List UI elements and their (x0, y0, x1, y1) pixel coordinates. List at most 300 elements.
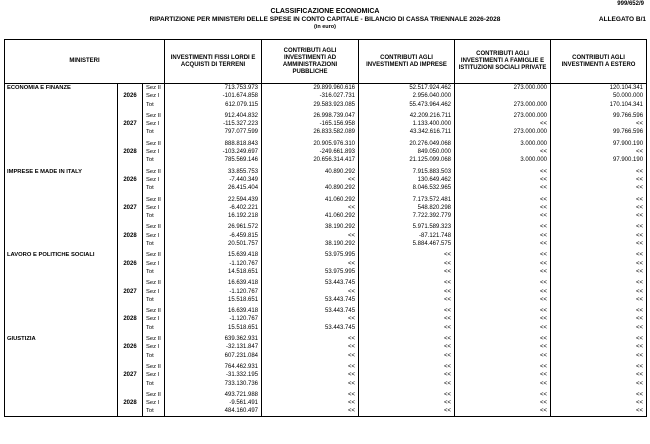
section-label: Sez II (143, 84, 165, 93)
table-row (5, 288, 647, 296)
value-cell: << (551, 176, 647, 184)
value-cell: 733.130.736 (165, 380, 262, 388)
value-cell: << (262, 407, 359, 416)
value-cell: << (551, 288, 647, 296)
section-label: Sez I (143, 371, 165, 379)
value-cell: 26.415.404 (165, 184, 262, 192)
value-cell: << (455, 307, 551, 315)
value-cell: 888.818.843 (165, 140, 262, 148)
value-cell: << (455, 176, 551, 184)
year-spacer (118, 279, 143, 287)
value-cell: 8.046.532.965 (359, 184, 455, 192)
value-cell: << (551, 212, 647, 220)
value-cell: << (455, 148, 551, 156)
value-cell: 40.890.292 (262, 168, 359, 176)
value-cell: 3.000.000 (455, 140, 551, 148)
value-cell: << (359, 279, 455, 287)
table-row (5, 156, 647, 164)
value-cell: << (551, 196, 647, 204)
table-row (5, 212, 647, 220)
year-label: 2028 (118, 399, 143, 407)
value-cell: 7.173.572.481 (359, 196, 455, 204)
value-cell: 612.079.115 (165, 101, 262, 109)
ministry-name-spacer (5, 324, 118, 332)
ministry-name-spacer (5, 120, 118, 128)
value-cell: << (551, 232, 647, 240)
value-cell: 273.000.000 (455, 84, 551, 93)
value-cell: 21.125.099.068 (359, 156, 455, 164)
year-label: 2028 (118, 315, 143, 323)
value-cell: << (551, 268, 647, 276)
value-cell: << (551, 307, 647, 315)
year-spacer (118, 168, 143, 176)
year-label: 2027 (118, 371, 143, 379)
year-spacer (118, 112, 143, 120)
unit-note: (in euro) (314, 24, 336, 30)
value-cell: 53.443.745 (262, 279, 359, 287)
ministry-name-spacer (5, 307, 118, 315)
value-cell: << (359, 335, 455, 343)
year-spacer (118, 251, 143, 259)
value-cell: << (455, 232, 551, 240)
table-row (5, 324, 647, 332)
year-label: 2027 (118, 204, 143, 212)
value-cell: << (455, 407, 551, 416)
column-header-contributi-famiglie: CONTRIBUTI AGLI INVESTIMENTI A FAMIGLIE E ISTITUZIONI SOCIALI PRIVATE (455, 40, 551, 84)
value-cell: << (455, 352, 551, 360)
value-cell: << (551, 324, 647, 332)
value-cell: -32.131.847 (165, 343, 262, 351)
value-cell: 713.753.973 (165, 84, 262, 93)
value-cell: -103.249.697 (165, 148, 262, 156)
value-cell: << (455, 204, 551, 212)
value-cell: << (551, 371, 647, 379)
value-cell: << (455, 223, 551, 231)
table-row (5, 92, 647, 100)
table-row (5, 101, 647, 109)
ministry-name-spacer (5, 176, 118, 184)
value-cell: 53.975.995 (262, 268, 359, 276)
year-label: 2027 (118, 120, 143, 128)
value-cell: << (262, 380, 359, 388)
value-cell: -249.661.893 (262, 148, 359, 156)
ministry-name: IMPRESE E MADE IN ITALY (5, 168, 118, 176)
section-label: Tot (143, 324, 165, 332)
value-cell: << (455, 260, 551, 268)
value-cell: 97.900.190 (551, 140, 647, 148)
year-spacer (118, 324, 143, 332)
table-row (5, 176, 647, 184)
ministry-name-spacer (5, 101, 118, 109)
section-label: Tot (143, 101, 165, 109)
document-subtitle: RIPARTIZIONE PER MINISTERI DELLE SPESE IN CONTO CAPITALE - BILANCIO DI CASSA TRIENNALE 2026-2028 (149, 16, 501, 23)
value-cell: << (455, 288, 551, 296)
value-cell: -9.561.491 (165, 399, 262, 407)
section-label: Sez II (143, 168, 165, 176)
value-cell: 97.900.190 (551, 156, 647, 164)
table-row (5, 112, 647, 120)
ministry-name-spacer (5, 92, 118, 100)
table-row (5, 371, 647, 379)
value-cell: << (359, 307, 455, 315)
value-cell: << (455, 363, 551, 371)
value-cell: 55.473.964.462 (359, 101, 455, 109)
year-label: 2026 (118, 343, 143, 351)
value-cell: << (359, 315, 455, 323)
value-cell: 273.000.000 (455, 112, 551, 120)
value-cell: 16.639.418 (165, 307, 262, 315)
value-cell: << (455, 196, 551, 204)
expenditure-table (4, 39, 647, 417)
value-cell: << (262, 232, 359, 240)
value-cell: << (359, 324, 455, 332)
value-cell: << (359, 363, 455, 371)
value-cell: 120.104.341 (551, 84, 647, 93)
table-row (5, 168, 647, 176)
value-cell: 14.518.651 (165, 268, 262, 276)
value-cell: << (455, 279, 551, 287)
value-cell: << (551, 168, 647, 176)
value-cell: << (262, 371, 359, 379)
table-row (5, 120, 647, 128)
section-label: Sez II (143, 391, 165, 399)
ministry-name-spacer (5, 196, 118, 204)
table-row (5, 307, 647, 315)
value-cell: -1.120.767 (165, 315, 262, 323)
value-cell: 2.956.040.000 (359, 92, 455, 100)
value-cell: << (551, 335, 647, 343)
ministry-name-spacer (5, 232, 118, 240)
value-cell: 849.050.000 (359, 148, 455, 156)
value-cell: 41.060.292 (262, 212, 359, 220)
section-label: Sez I (143, 315, 165, 323)
value-cell: 20.656.314.417 (262, 156, 359, 164)
value-cell: << (551, 223, 647, 231)
section-label: Sez I (143, 399, 165, 407)
value-cell: 764.462.931 (165, 363, 262, 371)
value-cell: << (551, 260, 647, 268)
table-row (5, 184, 647, 192)
value-cell: -165.156.958 (262, 120, 359, 128)
value-cell: 7.722.392.779 (359, 212, 455, 220)
table-row (5, 240, 647, 248)
section-label: Sez II (143, 251, 165, 259)
value-cell: << (262, 176, 359, 184)
document-title: CLASSIFICAZIONE ECONOMICA (270, 8, 380, 15)
value-cell: 99.766.596 (551, 112, 647, 120)
ministry-name-spacer (5, 184, 118, 192)
value-cell: << (262, 288, 359, 296)
ministry-name-spacer (5, 140, 118, 148)
ministry-name-spacer (5, 407, 118, 416)
value-cell: << (262, 260, 359, 268)
value-cell: 797.077.599 (165, 128, 262, 136)
table-row (5, 335, 647, 343)
value-cell: 41.060.292 (262, 196, 359, 204)
value-cell: 130.649.462 (359, 176, 455, 184)
value-cell: << (551, 279, 647, 287)
value-cell: -6.402.221 (165, 204, 262, 212)
table-row (5, 363, 647, 371)
value-cell: << (551, 363, 647, 371)
value-cell: << (262, 343, 359, 351)
document-reference-code: 999/652/9 (617, 1, 644, 7)
value-cell: -6.459.815 (165, 232, 262, 240)
year-spacer (118, 84, 143, 93)
value-cell: << (262, 399, 359, 407)
value-cell: << (551, 399, 647, 407)
value-cell: << (551, 380, 647, 388)
year-spacer (118, 223, 143, 231)
value-cell: << (455, 391, 551, 399)
ministry-name-spacer (5, 363, 118, 371)
value-cell: << (455, 251, 551, 259)
year-label: 2028 (118, 148, 143, 156)
section-label: Sez II (143, 196, 165, 204)
section-label: Tot (143, 380, 165, 388)
column-header-contributi-estero: CONTRIBUTI AGLI INVESTIMENTI A ESTERO (551, 40, 647, 84)
value-cell: << (455, 296, 551, 304)
table-row (5, 279, 647, 287)
value-cell: 50.000.000 (551, 92, 647, 100)
value-cell: 170.104.341 (551, 101, 647, 109)
ministry-name-spacer (5, 148, 118, 156)
table-row (5, 380, 647, 388)
table-row (5, 140, 647, 148)
value-cell: 16.639.418 (165, 279, 262, 287)
value-cell: << (455, 399, 551, 407)
column-header-contributi-pa: CONTRIBUTI AGLI INVESTIMENTI AD AMMINISTRAZIONI PUBBLICHE (262, 40, 359, 84)
value-cell: 548.820.298 (359, 204, 455, 212)
section-label: Sez I (143, 148, 165, 156)
year-label: 2026 (118, 176, 143, 184)
value-cell: -87.121.748 (359, 232, 455, 240)
section-label: Sez I (143, 288, 165, 296)
year-spacer (118, 128, 143, 136)
value-cell: 52.517.924.462 (359, 84, 455, 93)
value-cell: << (455, 168, 551, 176)
ministry-name-spacer (5, 156, 118, 164)
value-cell: << (359, 296, 455, 304)
ministry-name-spacer (5, 343, 118, 351)
value-cell: << (359, 391, 455, 399)
table-row (5, 296, 647, 304)
section-label: Sez II (143, 307, 165, 315)
year-spacer (118, 296, 143, 304)
value-cell: 1.133.400.000 (359, 120, 455, 128)
section-label: Tot (143, 128, 165, 136)
value-cell: 484.160.497 (165, 407, 262, 416)
table-row (5, 391, 647, 399)
value-cell: -115.327.223 (165, 120, 262, 128)
year-spacer (118, 268, 143, 276)
year-spacer (118, 156, 143, 164)
value-cell: 20.905.976.310 (262, 140, 359, 148)
value-cell: 33.855.753 (165, 168, 262, 176)
section-label: Tot (143, 407, 165, 416)
value-cell: << (551, 204, 647, 212)
value-cell: 785.569.146 (165, 156, 262, 164)
ministry-name-spacer (5, 371, 118, 379)
value-cell: << (551, 407, 647, 416)
value-cell: << (551, 315, 647, 323)
year-spacer (118, 212, 143, 220)
section-label: Sez II (143, 140, 165, 148)
column-header-ministeri: MINISTERI (5, 40, 165, 84)
ministry-name-spacer (5, 315, 118, 323)
section-label: Sez I (143, 176, 165, 184)
table-row (5, 196, 647, 204)
value-cell: << (262, 363, 359, 371)
section-label: Tot (143, 156, 165, 164)
ministry-name-spacer (5, 240, 118, 248)
value-cell: 26.998.739.047 (262, 112, 359, 120)
year-label: 2026 (118, 92, 143, 100)
value-cell: 38.190.292 (262, 240, 359, 248)
value-cell: 99.766.596 (551, 128, 647, 136)
value-cell: << (551, 296, 647, 304)
value-cell: 15.518.651 (165, 324, 262, 332)
value-cell: << (551, 391, 647, 399)
value-cell: 273.000.000 (455, 101, 551, 109)
year-spacer (118, 140, 143, 148)
section-label: Sez I (143, 232, 165, 240)
ministry-name-spacer (5, 268, 118, 276)
value-cell: << (359, 260, 455, 268)
ministry-name-spacer (5, 223, 118, 231)
value-cell: 53.443.745 (262, 296, 359, 304)
section-label: Sez I (143, 120, 165, 128)
table-row (5, 352, 647, 360)
value-cell: << (455, 315, 551, 323)
ministry-name-spacer (5, 212, 118, 220)
value-cell: << (359, 251, 455, 259)
table-row (5, 251, 647, 259)
section-label: Tot (143, 240, 165, 248)
table-row (5, 84, 647, 93)
value-cell: << (359, 268, 455, 276)
value-cell: -31.332.195 (165, 371, 262, 379)
ministry-name-spacer (5, 204, 118, 212)
ministry-name-spacer (5, 399, 118, 407)
value-cell: << (359, 407, 455, 416)
section-label: Tot (143, 352, 165, 360)
value-cell: 20.501.757 (165, 240, 262, 248)
table-header-row (5, 40, 647, 84)
year-label: 2027 (118, 288, 143, 296)
value-cell: << (359, 371, 455, 379)
value-cell: 5.884.467.575 (359, 240, 455, 248)
value-cell: << (455, 120, 551, 128)
section-label: Sez II (143, 112, 165, 120)
value-cell: 912.404.832 (165, 112, 262, 120)
value-cell: << (262, 335, 359, 343)
value-cell: -7.440.349 (165, 176, 262, 184)
section-label: Sez I (143, 92, 165, 100)
value-cell: -1.120.767 (165, 288, 262, 296)
table-row (5, 399, 647, 407)
value-cell: 5.971.589.323 (359, 223, 455, 231)
value-cell: << (455, 324, 551, 332)
value-cell: 29.899.960.616 (262, 84, 359, 93)
value-cell: << (359, 380, 455, 388)
value-cell: -1.120.767 (165, 260, 262, 268)
section-label: Tot (143, 296, 165, 304)
table-row (5, 128, 647, 136)
value-cell: 3.000.000 (455, 156, 551, 164)
value-cell: -101.674.858 (165, 92, 262, 100)
table-row (5, 204, 647, 212)
table-row (5, 407, 647, 416)
section-label: Sez I (143, 343, 165, 351)
value-cell: << (262, 204, 359, 212)
value-cell: << (455, 380, 551, 388)
year-label: 2028 (118, 232, 143, 240)
allegato-label: ALLEGATO B/1 (598, 16, 646, 23)
ministry-name-spacer (5, 128, 118, 136)
value-cell: << (551, 120, 647, 128)
value-cell: << (455, 371, 551, 379)
table-body (5, 84, 647, 417)
table-row (5, 343, 647, 351)
year-spacer (118, 391, 143, 399)
ministry-name-spacer (5, 260, 118, 268)
value-cell: 42.209.216.711 (359, 112, 455, 120)
section-label: Sez II (143, 279, 165, 287)
ministry-name-spacer (5, 296, 118, 304)
table-row (5, 232, 647, 240)
value-cell: 22.594.439 (165, 196, 262, 204)
value-cell: << (455, 184, 551, 192)
value-cell: 493.721.988 (165, 391, 262, 399)
value-cell: 38.190.292 (262, 223, 359, 231)
value-cell: 29.583.923.085 (262, 101, 359, 109)
value-cell: << (455, 268, 551, 276)
section-label: Tot (143, 212, 165, 220)
year-spacer (118, 335, 143, 343)
year-spacer (118, 184, 143, 192)
value-cell: << (262, 315, 359, 323)
ministry-name-spacer (5, 352, 118, 360)
value-cell: 53.443.745 (262, 324, 359, 332)
value-cell: 53.443.745 (262, 307, 359, 315)
ministry-name: GIUSTIZIA (5, 335, 118, 343)
ministry-name-spacer (5, 391, 118, 399)
value-cell: 26.961.572 (165, 223, 262, 231)
value-cell: -316.027.731 (262, 92, 359, 100)
value-cell: << (359, 343, 455, 351)
section-label: Tot (143, 268, 165, 276)
value-cell: << (551, 343, 647, 351)
year-spacer (118, 307, 143, 315)
value-cell: << (455, 240, 551, 248)
value-cell: << (551, 148, 647, 156)
value-cell: 16.192.218 (165, 212, 262, 220)
ministry-name-spacer (5, 112, 118, 120)
ministry-name: ECONOMIA E FINANZE (5, 84, 118, 93)
value-cell: << (455, 212, 551, 220)
column-header-investimenti-fissi: INVESTIMENTI FISSI LORDI E ACQUISTI DI TERRENI (165, 40, 262, 84)
ministry-name-spacer (5, 288, 118, 296)
value-cell: 7.915.883.503 (359, 168, 455, 176)
value-cell: 15.518.651 (165, 296, 262, 304)
ministry-name-spacer (5, 279, 118, 287)
value-cell: << (551, 352, 647, 360)
value-cell: << (455, 343, 551, 351)
ministry-name: LAVORO E POLITICHE SOCIALI (5, 251, 118, 259)
value-cell: << (551, 184, 647, 192)
year-spacer (118, 196, 143, 204)
